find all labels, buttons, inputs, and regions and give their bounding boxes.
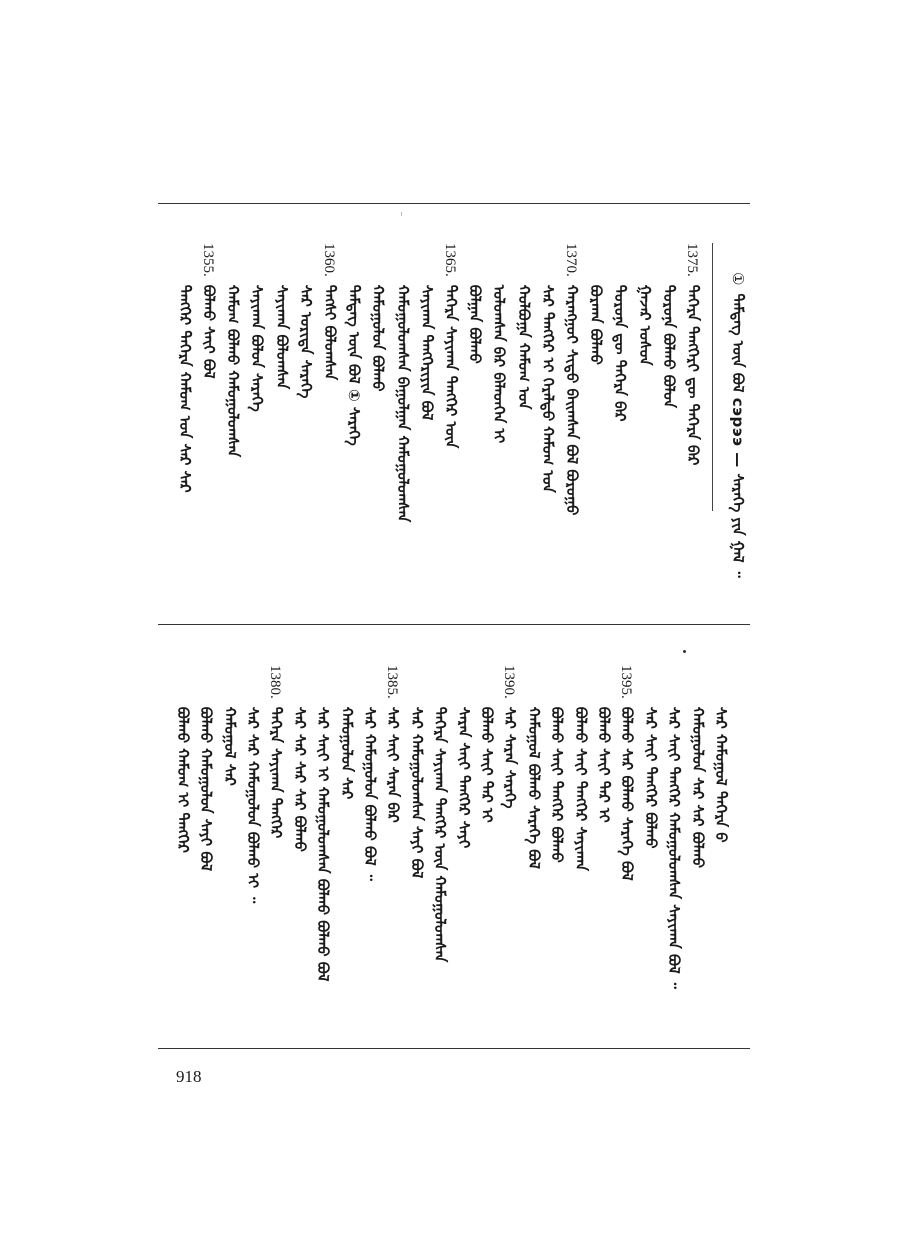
verse-text: ᠪᠣᠯᠬᠤ ᠰᠠᠶ᠋ᠢ ᠲᠡᠷ ᠢ [595, 706, 613, 823]
verse-text: ᠬᠠᠮᠤᠭᠤᠯᠤᠨ ᠰᠠᠷ [337, 706, 356, 800]
verse-line [418, 243, 434, 420]
verse-text: ᠬᠠᠮᠤᠭᠤᠯᠤᠭᠰᠠᠨ ᠪᠠᠭᠤᠯᠭᠠᠨ ᠬᠠᠮᠤᠭᠤᠯᠤᠭᠰᠠᠨ [393, 284, 412, 523]
verse-text: ᠳᠡᠭᠡᠷᠡ ᠰᠠᠶᠢᠬᠠᠨ ᠲᠡᠩᠭᠡᠷ [267, 706, 286, 839]
stray-dot [683, 650, 686, 653]
middle-rule [158, 624, 750, 625]
verse-line [224, 243, 243, 458]
verse-line [273, 243, 289, 389]
footnote-text: ᠲᠡᠮᠳᠡᠭ ᠦᠨ ᠪᠣᠯ сэрээ — ᠰᠡᠷᠡᠭᠡ ᠶᠢᠨ ᠭᠠᠯ ᠃ [729, 293, 747, 578]
verse-line [466, 243, 485, 364]
verse-text: ᠳᠡᠭᠡᠷᠡ ᠰᠠᠶᠢᠬᠠᠨ ᠲᠡᠩᠭᠡᠷ ᠦᠨ [442, 284, 460, 449]
verse-line [684, 243, 700, 465]
verse-text: ᠰᠠᠶᠢᠬᠠᠨ ᠪᠣᠯᠤᠨ ᠰᠡᠷᠡᠭᠡ [248, 284, 267, 412]
footnote [730, 272, 745, 578]
verse-line [595, 665, 611, 823]
verse-line [490, 243, 509, 444]
line-number: 1365. [442, 243, 458, 277]
verse-text: ᠪᠣᠯᠭᠠᠨ ᠪᠣᠯᠬᠤ [466, 284, 485, 364]
verse-text: ᠬᠠᠮᠤᠭᠤᠯᠤᠨ ᠪᠣᠯᠬᠤ [369, 284, 388, 392]
verse-line [642, 665, 658, 849]
verse-text: ᠰᠠᠷ ᠰᠠᠷ ᠰᠠᠷ ᠰᠠᠷ ᠪᠣᠯᠬᠤ [290, 706, 309, 852]
verse-line [572, 665, 588, 871]
verse-line [244, 665, 260, 903]
verse-text: ᠭᠠᠵᠠᠷ ᠤᠰᠤᠨ [635, 284, 654, 366]
verse-text: ᠬᠠᠮᠤᠭᠤᠯ ᠪᠣᠯᠬᠤ ᠰᠡᠷᠡᠭᠡ ᠪᠣᠯ [524, 706, 543, 869]
verse-line [455, 665, 471, 848]
line-number: 1375. [684, 243, 700, 277]
verse-line [297, 243, 313, 398]
verse-text: ᠪᠣᠯᠬᠤ ᠰᠠᠷ ᠪᠣᠯᠬᠤ ᠰᠡᠷᠡᠭᠡ ᠪᠣᠯ [618, 706, 637, 881]
verse-text: ᠰᠠᠷ ᠰᠠᠶ᠋ᠢ ᠲᠡᠩᠭᠡᠷ ᠬᠠᠮᠤᠭᠤᠯᠤᠭᠰᠠᠨ ᠰᠠᠶᠢᠬᠠᠨ ᠪᠣᠯ ᠃ [665, 706, 684, 989]
verse-text: ᠰᠠᠷ ᠰᠠᠶ᠋ᠢ ᠰᠠᠷᠠᠨ ᠪᠡᠷ [384, 706, 403, 823]
verse-line [197, 665, 216, 872]
verse-line [563, 243, 579, 515]
verse-text: ᠰᠠᠷᠠᠨ ᠰᠠᠶ᠋ᠢ ᠲᠡᠩᠭᠡᠷ ᠰᠠᠶᠢ [454, 706, 473, 849]
verse-line [176, 243, 192, 493]
bottom-rule [158, 1048, 750, 1049]
verse-text: ᠰᠠᠷ ᠰᠠᠷᠠᠨ ᠰᠡᠷᠡᠭᠡ [501, 706, 520, 809]
verse-text: ᠪᠣᠯᠬᠤ ᠰᠠᠶ᠋ᠢ ᠲᠡᠩᠭᠡᠷ ᠪᠣᠯᠬᠤ [548, 706, 567, 863]
verse-text: ᠰᠠᠷ ᠤᠷᠢᠳᠠ ᠰᠡᠷᠡᠭᠡ [296, 284, 315, 399]
footnote-marker: ① [729, 272, 747, 286]
verse-line [611, 243, 630, 422]
verse-text: ᠪᠣᠯᠬᠤ ᠬᠠᠮᠤᠭᠤᠯᠤᠨ ᠰᠠᠶᠢ ᠪᠣᠯ [197, 706, 216, 872]
verse-text: ᠲᠡᠭᠰᠢ ᠪᠣᠯᠤᠭᠰᠠᠨ [321, 284, 339, 381]
verse-text: ᠳᠣᠷᠤᠨᠠ ᠳᠦ ᠳᠡᠭᠡᠷᠡ ᠪᠡᠷ [611, 284, 630, 422]
verse-text: ᠰᠠᠷ ᠬᠠᠮᠤᠭᠤᠯᠤᠨ ᠪᠣᠯᠬᠤ ᠪᠣᠯ ᠃ [361, 706, 379, 881]
line-number: 1380. [267, 665, 284, 699]
verse-text: ᠳᠣᠷᠤᠨᠠ ᠪᠣᠯᠬᠤ ᠪᠣᠯᠤᠨ [659, 284, 678, 409]
scan-mark [401, 212, 402, 216]
verse-text: ᠬᠠᠮᠤᠭ ᠪᠣᠯᠬᠤ ᠬᠠᠮᠤᠭᠤᠯᠤᠭᠰᠠᠨ [224, 284, 243, 458]
verse-line [221, 665, 237, 786]
footnote-divider [712, 243, 713, 511]
verse-text: ᠬᠠᠮᠤᠭᠤᠯᠤᠨ ᠰᠠᠷ ᠰᠠᠷ ᠪᠣᠯᠬᠤ [688, 706, 707, 868]
verse-text: ᠲᠡᠮᠳᠡᠭ ᠦᠨ ᠪᠣᠯ ① ᠰᠡᠷᠡᠭᠡ [345, 284, 364, 446]
verse-text: ᠳᠡᠭᠡᠷᠡ ᠰᠠᠶᠢᠬᠠᠨ ᠲᠡᠩᠭᠡᠷ ᠦᠨ ᠬᠠᠮᠤᠭᠤᠯᠤᠭᠰᠠᠨ [431, 706, 450, 963]
verse-text: ᠰᠠᠷ ᠰᠠᠶ᠋ᠢ ᠢ ᠬᠠᠮᠤᠭᠤᠯᠤᠭᠰᠠᠨ ᠪᠣᠯᠬᠤ ᠪᠣᠯᠬᠤ ᠪᠣᠯ [314, 706, 333, 982]
verse-text: ᠤᠯᠤᠭᠰᠠᠨ ᠪᠡᠷ ᠪᠡᠯᠡᠳᠬᠡᠨ ᠢ [490, 284, 509, 444]
verse-text: ᠳᠡᠭᠡᠷᠡ ᠲᠡᠩᠭᠡᠷᠢ ᠳᠦ ᠳᠡᠭᠡᠷᠡ ᠪᠡᠷ [684, 284, 702, 466]
page-number: 918 [176, 1067, 202, 1086]
verse-line [587, 243, 606, 365]
verse-line [394, 243, 410, 522]
verse-text: ᠪᠣᠷᠬᠠᠨ ᠪᠣᠯᠬᠤ [587, 284, 606, 365]
verse-text: ᠰᠠᠷ ᠰᠠᠶ᠋ᠢ ᠲᠡᠩᠭᠡᠷ ᠪᠣᠯᠬᠤ [641, 706, 660, 849]
verse-text: ᠪᠣᠯᠬᠤ ᠰᠠᠶ᠋ᠢ ᠲᠡᠷ ᠢ [478, 706, 496, 823]
line-number: 1360. [321, 243, 337, 277]
verse-line [267, 665, 286, 839]
verse-line [345, 243, 364, 446]
verse-text: ᠰᠠᠷ ᠬᠠᠮᠤᠭᠤᠯ ᠳᠡᠭᠡᠷᠡ ᠪ [712, 706, 730, 843]
verse-line [660, 243, 676, 408]
verse-line [338, 665, 354, 799]
line-number: 1370. [563, 243, 579, 277]
verse-line [361, 665, 377, 881]
verse-line [665, 665, 684, 989]
verse-line [689, 665, 705, 868]
verse-text: ᠬᠣᠯᠪᠣᠭᠠ ᠬᠠᠮᠤᠭ ᠤᠨ [514, 284, 533, 410]
top-rule [158, 203, 750, 204]
verse-text: ᠰᠠᠷ ᠰᠠᠷ ᠬᠠᠮᠤᠭᠤᠯᠤᠨ ᠪᠣᠯᠬᠤ ᠢ ᠃ [244, 706, 262, 904]
verse-line [636, 243, 652, 365]
verse-line [548, 665, 567, 863]
line-number: 1390. [501, 665, 518, 699]
verse-text: ᠰᠠᠷ ᠲᠡᠩᠭᠡᠷ ᠢ ᠭᠡᠷᠡᠯᠲᠦ ᠬᠠᠮᠤᠭ ᠤᠨ [538, 284, 557, 493]
verse-line [431, 665, 450, 963]
verse-line [369, 243, 388, 392]
verse-line [174, 665, 190, 853]
verse-line [515, 243, 531, 409]
verse-line [442, 243, 458, 448]
verse-line [539, 243, 555, 493]
verse-text: ᠬᠠᠮᠤᠭᠤᠯ ᠰᠠᠷ [220, 706, 239, 786]
verse-line [291, 665, 307, 852]
verse-text: ᠰᠠᠶᠢᠬᠠᠨ ᠲᠡᠩᠭᠡᠷᠢᠶᠢᠨ ᠪᠣᠯ [417, 284, 436, 421]
verse-line [712, 665, 728, 843]
verse-text: ᠰᠠᠷ ᠬᠠᠮᠤᠭᠤᠯᠤᠭᠰᠠᠨ ᠰᠠᠶᠢ ᠪᠣᠯ [407, 706, 426, 879]
verse-text: ᠪᠣᠯᠬᠤ ᠰᠠᠶ᠋ᠢ ᠪᠣᠯ [200, 284, 218, 379]
verse-line [478, 665, 494, 823]
verse-text: ᠪᠣᠯᠬᠤ ᠬᠠᠮᠤᠭ ᠢ ᠲᠡᠩᠭᠡᠷ [173, 706, 192, 853]
verse-line [248, 243, 267, 412]
line-number: 1355. [200, 243, 216, 277]
verse-line [200, 243, 216, 379]
verse-line [408, 665, 424, 878]
verse-text: ᠰᠠᠶᠢᠬᠠᠨ ᠪᠣᠯᠤᠭᠰᠠᠨ [272, 284, 291, 390]
verse-line [384, 665, 403, 823]
verse-line [314, 665, 333, 982]
verse-line [618, 665, 637, 881]
verse-line [525, 665, 541, 869]
verse-text: ᠬᠠᠷᠠᠩᠭᠤᠢ ᠰᠢᠳᠤ ᠪᠠᠢᠭᠰᠠᠨ ᠪᠣᠯ ᠪᠣᠷᠤᠭᠤ [563, 284, 581, 516]
line-number: 1395. [618, 665, 635, 699]
verse-line [501, 665, 520, 809]
line-number: 1385. [384, 665, 401, 699]
verse-line [321, 243, 337, 380]
verse-text: ᠪᠣᠯᠬᠤ ᠰᠠᠶ᠋ᠢ ᠲᠡᠩᠭᠡᠷ ᠰᠠᠶᠢᠬᠠᠨ [571, 706, 590, 872]
verse-text: ᠲᠡᠩᠭᠡᠷ ᠳᠡᠭᠡᠷᠡ ᠬᠠᠮᠤᠭ ᠤᠨ ᠰᠠᠷ ᠰᠠᠷ [175, 284, 194, 493]
